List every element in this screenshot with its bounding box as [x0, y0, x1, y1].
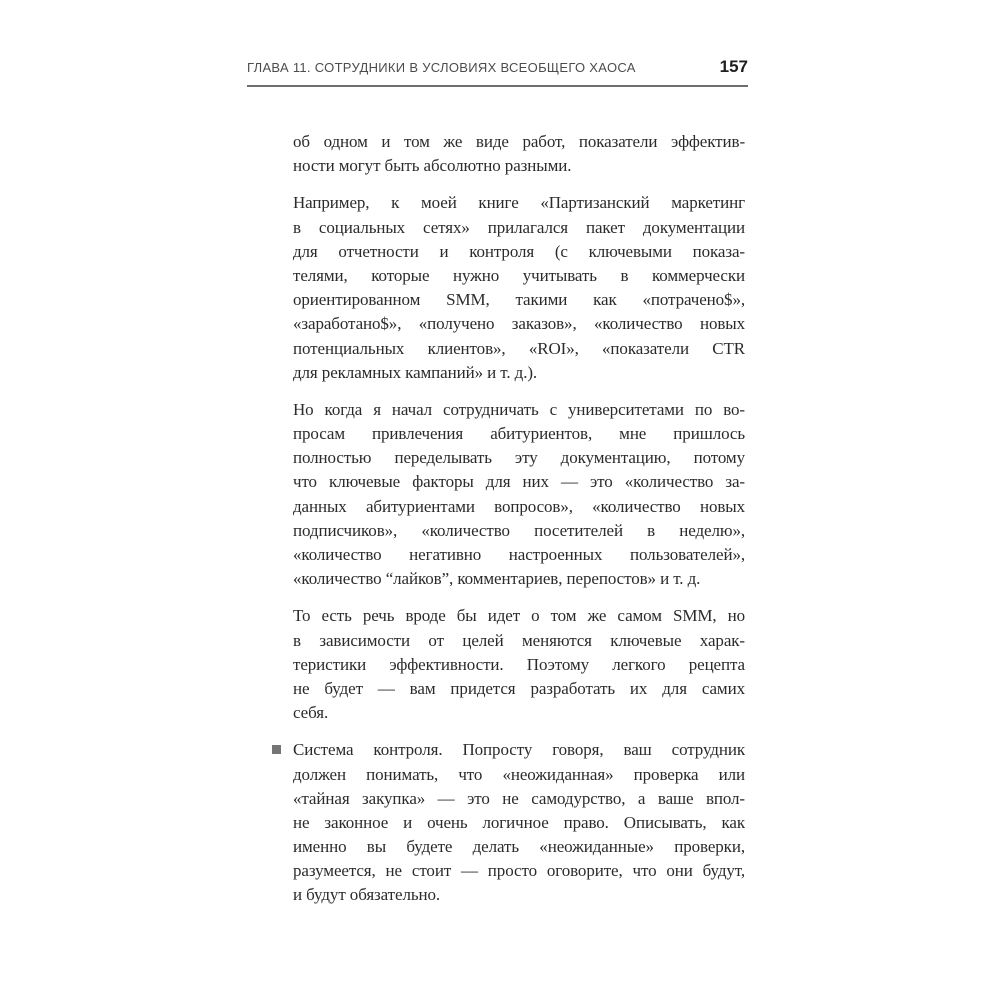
text-line: «количество “лайков”, комментариев, перепостов» и т. д.: [293, 569, 701, 589]
text-line: для отчетности и контроля (с ключевыми показа-: [293, 241, 745, 261]
text-line: «тайная закупка» — это не самодурство, а ваше впол-: [293, 788, 745, 808]
page-number: 157: [719, 57, 748, 76]
text-line: данных абитуриентами вопросов», «количество новых: [293, 496, 745, 516]
text-line: должен понимать, что «неожиданная» проверка или: [293, 764, 745, 784]
text-line: полностью переделывать эту документацию, потому: [293, 448, 745, 468]
text-line: Система контроля. Попросту говоря, ваш сотрудник: [293, 740, 745, 760]
text-line: ориентированном SMM, такими как «потрачено$»,: [293, 290, 745, 310]
text-line: об одном и том же виде работ, показатели эффектив-: [293, 132, 745, 151]
text-line: и будут обязательно.: [293, 885, 441, 905]
text-line: разумеется, не стоит — просто оговорите, что они будут,: [293, 861, 745, 881]
page-header: [247, 57, 748, 87]
text-line: в социальных сетях» прилагался пакет документации: [293, 217, 745, 237]
bullet-square-icon: [272, 745, 281, 754]
text-line: «заработано$», «получено заказов», «количество новых: [293, 314, 745, 334]
text-line: телями, которые нужно учитывать в коммерчески: [293, 265, 745, 285]
text-line: что ключевые факторы для них — это «количество за-: [293, 472, 745, 492]
text-line: Но когда я начал сотрудничать с университетами по во-: [293, 399, 745, 419]
text-column: [293, 130, 745, 921]
text-line: не будет — вам придется разработать их для самих: [293, 678, 745, 698]
bullet-list-item: [293, 738, 745, 907]
text-line: не законное и очень логичное право. Описывать, как: [293, 812, 745, 832]
chapter-title: ГЛАВА 11. СОТРУДНИКИ В УСЛОВИЯХ ВСЕОБЩЕГО ХАОСА: [247, 60, 636, 75]
text-line: в зависимости от целей меняются ключевые харак-: [293, 630, 745, 650]
paragraph: [293, 191, 745, 385]
text-line: «количество негативно настроенных пользователей»,: [293, 545, 745, 564]
text-line: именно вы будете делать «неожиданные» проверки,: [293, 837, 745, 857]
paragraph: [293, 130, 745, 178]
paragraph: [293, 398, 745, 592]
text-line: для рекламных кампаний» и т. д.).: [293, 362, 538, 382]
paragraph: [293, 738, 745, 907]
text-line: То есть речь вроде бы идет о том же самом SMM, но: [293, 606, 745, 626]
text-line: потенциальных клиентов», «ROI», «показатели CTR: [293, 338, 745, 358]
text-line: Например, к моей книге «Партизанский маркетинг: [293, 193, 745, 213]
paragraph: [293, 604, 745, 725]
text-line: себя.: [293, 703, 329, 723]
text-line: просам привлечения абитуриентов, мне пришлось: [293, 424, 745, 444]
text-line: подписчиков», «количество посетителей в неделю»,: [293, 520, 745, 540]
text-line: ности могут быть абсолютно разными.: [293, 156, 572, 176]
text-line: теристики эффективности. Поэтому легкого рецепта: [293, 654, 745, 674]
